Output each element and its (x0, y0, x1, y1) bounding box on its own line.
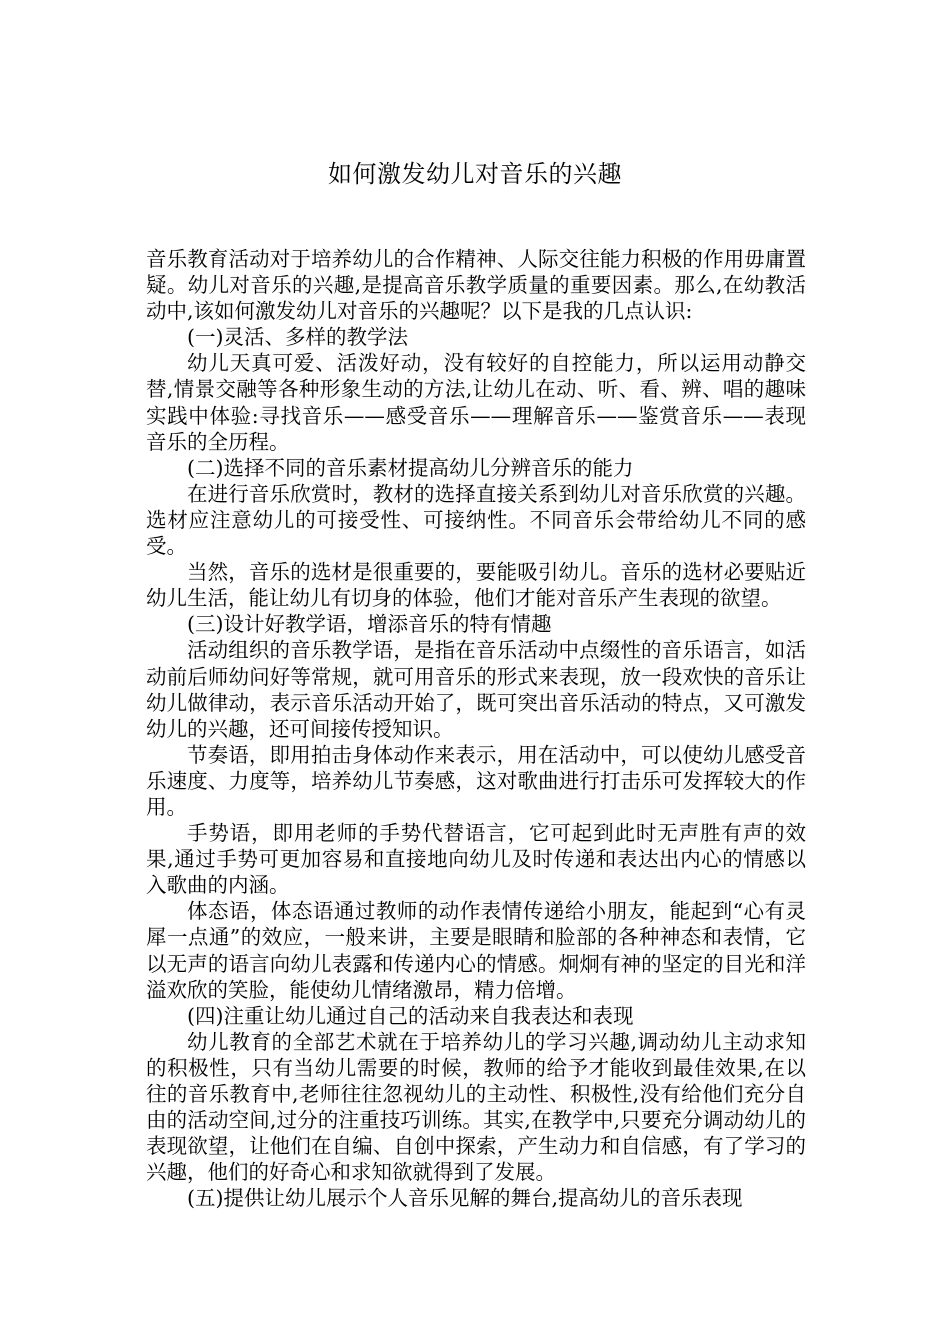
paragraph: 节奏语，即用拍击身体动作来表示，用在活动中，可以使幼儿感受音乐速度、力度等，培养幼儿节奏感，这对歌曲进行打击乐可发挥较大的作用。 (146, 742, 806, 819)
paragraph: 幼儿天真可爱、活泼好动，没有较好的自控能力，所以运用动静交替,情景交融等各种形象生动的方法,让幼儿在动、听、看、辨、唱的趣味实践中体验:寻找音乐——感受音乐——理解音乐——鉴赏音乐——表现音乐的全历程。 (146, 351, 806, 454)
paragraph: 幼儿教育的全部艺术就在于培养幼儿的学习兴趣,调动幼儿主动求知的积极性，只有当幼儿需要的时候，教师的给予才能收到最佳效果,在以往的音乐教育中,老师往往忽视幼儿的主动性、积极性,没有给他们充分自由的活动空间,过分的注重技巧训练。其实,在教学中,只要充分调动幼儿的表现欲望，让他们在自编、自创中探索，产生动力和自信感，有了学习的兴趣，他们的好奇心和求知欲就得到了发展。 (146, 1029, 806, 1185)
section-heading-4: (四)注重让幼儿通过自己的活动来自我表达和表现 (187, 1003, 634, 1028)
paragraph: 手势语，即用老师的手势代替语言，它可起到此时无声胜有声的效果,通过手势可更加容易和直接地向幼儿及时传递和表达出内心的情感以入歌曲的内涵。 (146, 821, 806, 898)
section-heading-5: (五)提供让幼儿展示个人音乐见解的舞台,提高幼儿的音乐表现 (187, 1186, 743, 1211)
section-heading-1: (一)灵活、多样的教学法 (187, 325, 408, 350)
paragraph: 在进行音乐欣赏时，教材的选择直接关系到幼儿对音乐欣赏的兴趣。选材应注意幼儿的可接受性、可接纳性。不同音乐会带给幼儿不同的感受。 (146, 481, 806, 559)
section-heading-2: (二)选择不同的音乐素材提高幼儿分辨音乐的能力 (187, 455, 634, 480)
section-heading-3: (三)设计好教学语，增添音乐的特有情趣 (187, 612, 552, 637)
document-body (146, 246, 806, 1211)
paragraph: 体态语，体态语通过教师的动作表情传递给小朋友，能起到“心有灵犀一点通”的效应，一般来讲，主要是眼睛和脸部的各种神态和表情，它以无声的语言向幼儿表露和传递内心的情感。炯炯有神的坚定的目光和洋溢欢欣的笑脸，能使幼儿情绪激昂，精力倍增。 (146, 899, 806, 1002)
paragraph-intro: 音乐教育活动对于培养幼儿的合作精神、人际交往能力积极的作用毋庸置疑。幼儿对音乐的兴趣,是提高音乐教学质量的重要因素。那么,在幼教活动中,该如何激发幼儿对音乐的兴趣呢？以下是我的几点认识: (146, 247, 806, 324)
document-title: 如何激发幼儿对音乐的兴趣 (328, 160, 622, 188)
paragraph: 当然，音乐的选材是很重要的，要能吸引幼儿。音乐的选材必要贴近幼儿生活，能让幼儿有切身的体验，他们才能对音乐产生表现的欲望。 (146, 560, 806, 611)
paragraph: 活动组织的音乐教学语，是指在音乐活动中点缀性的音乐语言，如活动前后师幼问好等常规，就可用音乐的形式来表现，放一段欢快的音乐让幼儿做律动，表示音乐活动开始了，既可突出音乐活动的特点，又可激发幼儿的兴趣，还可间接传授知识。 (146, 638, 806, 741)
